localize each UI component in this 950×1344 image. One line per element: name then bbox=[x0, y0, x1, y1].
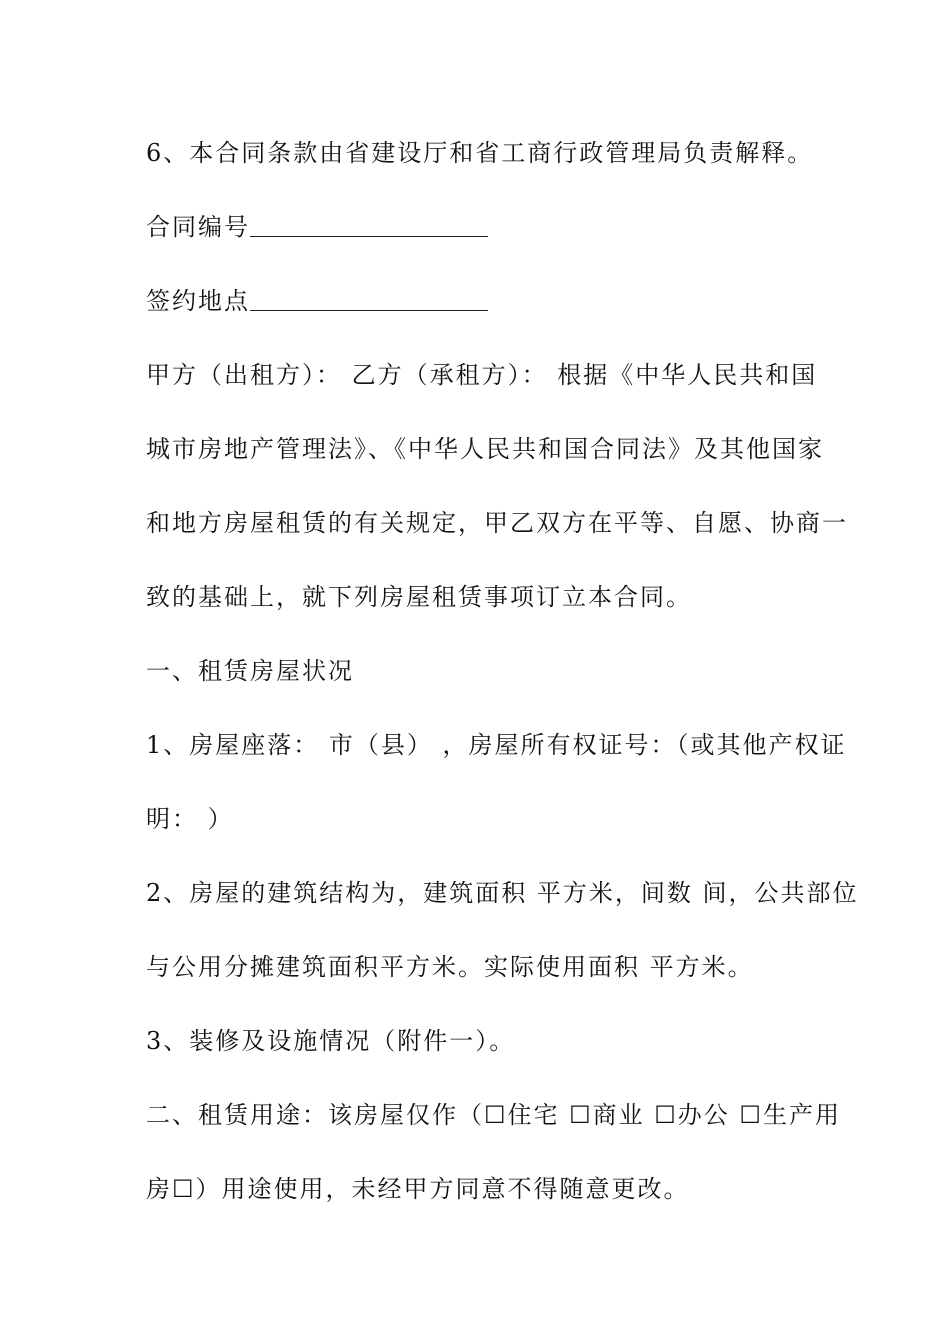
clause-interpretation: 6、本合同条款由省建设厅和省工商行政管理局负责解释。 bbox=[146, 139, 814, 167]
parties-line-3: 和地方房屋租赁的有关规定，甲乙双方在平等、自愿、协商一 bbox=[146, 509, 848, 537]
contract-number-line bbox=[146, 190, 816, 264]
clause-2-line-1: 2、房屋的建筑结构为，建筑面积 平方米，间数 间，公共部位 bbox=[146, 879, 859, 907]
signing-place-blank[interactable] bbox=[250, 309, 488, 311]
clause-1-line-2: 明： ） bbox=[146, 805, 234, 833]
section-2-line-2: 房☐）用途使用，未经甲方同意不得随意更改。 bbox=[146, 1175, 690, 1203]
parties-line-1: 甲方（出租方）： 乙方（承租方）： 根据《中华人民共和国 bbox=[146, 361, 818, 389]
clause-1-line-1: 1、房屋座落： 市（县） ，房屋所有权证号：（或其他产权证 bbox=[146, 731, 847, 759]
contract-number-blank[interactable] bbox=[250, 235, 488, 237]
parties-line-4: 致的基础上，就下列房屋租赁事项订立本合同。 bbox=[146, 583, 692, 611]
section-2-line-1: 二、租赁用途：该房屋仅作（☐住宅 ☐商业 ☐办公 ☐生产用 bbox=[146, 1101, 841, 1129]
section-1-heading: 一、租赁房屋状况 bbox=[146, 657, 354, 685]
contract-number-label: 合同编号 bbox=[146, 213, 250, 241]
clause-2-line-2: 与公用分摊建筑面积平方米。实际使用面积 平方米。 bbox=[146, 953, 754, 981]
signing-place-label: 签约地点 bbox=[146, 287, 250, 315]
clause-3: 3、装修及设施情况（附件一）。 bbox=[146, 1027, 516, 1055]
parties-line-2: 城市房地产管理法》、《中华人民共和国合同法》及其他国家 bbox=[146, 435, 824, 463]
signing-place-line bbox=[146, 264, 816, 338]
document-body bbox=[146, 116, 859, 1226]
